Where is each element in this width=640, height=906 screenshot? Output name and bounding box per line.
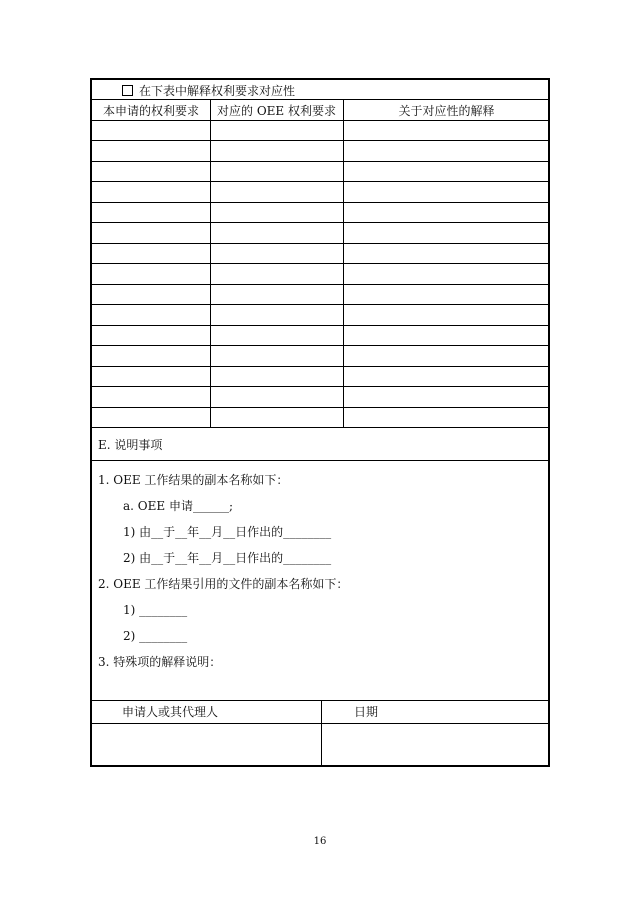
note-item-1a: a. OEE 申请______; xyxy=(123,499,233,513)
table-cell[interactable] xyxy=(210,162,343,181)
table-cell[interactable] xyxy=(92,408,210,427)
table-cell[interactable] xyxy=(343,162,550,181)
note-item-1a-2: 2) 由__于__年__月__日作出的________ xyxy=(123,551,332,565)
table-cell[interactable] xyxy=(210,244,343,263)
section-e-title: E. 说明事项 xyxy=(98,438,163,452)
table-cell[interactable] xyxy=(210,346,343,365)
table-cell[interactable] xyxy=(210,182,343,201)
header-oee-claims: 对应的 OEE 权利要求 xyxy=(217,104,336,118)
table-cell[interactable] xyxy=(343,244,550,263)
divider xyxy=(92,460,548,461)
table-cell[interactable] xyxy=(343,326,550,345)
table-cell[interactable] xyxy=(92,264,210,283)
date-field[interactable] xyxy=(322,724,550,767)
date-label: 日期 xyxy=(354,705,379,719)
table-cell[interactable] xyxy=(92,387,210,406)
application-form xyxy=(90,78,550,767)
note-item-1: 1. OEE 工作结果的副本名称如下： xyxy=(98,473,289,487)
column-divider xyxy=(210,99,211,427)
note-item-2-1: 1) ________ xyxy=(123,603,188,617)
header-own-claims: 本申请的权利要求 xyxy=(102,104,199,118)
table-cell[interactable] xyxy=(92,182,210,201)
page-number: 16 xyxy=(313,836,327,847)
table-cell[interactable] xyxy=(343,367,550,386)
note-item-1a-1: 1) 由__于__年__月__日作出的________ xyxy=(123,525,332,539)
table-cell[interactable] xyxy=(343,182,550,201)
table-cell[interactable] xyxy=(92,203,210,222)
divider xyxy=(92,427,548,428)
table-cell[interactable] xyxy=(92,285,210,304)
column-divider xyxy=(343,99,344,427)
table-cell[interactable] xyxy=(92,346,210,365)
table-cell[interactable] xyxy=(92,141,210,160)
divider xyxy=(92,99,548,100)
table-cell[interactable] xyxy=(343,408,550,427)
table-cell[interactable] xyxy=(210,264,343,283)
table-cell[interactable] xyxy=(210,408,343,427)
claims-checkbox-row xyxy=(122,83,295,99)
applicant-label: 申请人或其代理人 xyxy=(122,705,219,719)
table-cell[interactable] xyxy=(210,387,343,406)
table-cell[interactable] xyxy=(343,387,550,406)
note-item-2: 2. OEE 工作结果引用的文件的副本名称如下： xyxy=(98,577,349,591)
table-cell[interactable] xyxy=(343,223,550,242)
divider xyxy=(92,700,548,701)
applicant-signature-field[interactable] xyxy=(92,724,320,767)
table-cell[interactable] xyxy=(210,285,343,304)
table-cell[interactable] xyxy=(343,285,550,304)
note-item-3: 3. 特殊项的解释说明： xyxy=(98,655,222,669)
table-cell[interactable] xyxy=(210,141,343,160)
table-cell[interactable] xyxy=(343,346,550,365)
table-cell[interactable] xyxy=(92,223,210,242)
table-cell[interactable] xyxy=(92,244,210,263)
table-cell[interactable] xyxy=(210,121,343,140)
table-cell[interactable] xyxy=(210,326,343,345)
table-cell[interactable] xyxy=(92,305,210,324)
table-cell[interactable] xyxy=(343,203,550,222)
claims-checkbox[interactable] xyxy=(122,85,133,96)
table-cell[interactable] xyxy=(210,367,343,386)
table-cell[interactable] xyxy=(92,326,210,345)
table-cell[interactable] xyxy=(210,223,343,242)
table-cell[interactable] xyxy=(343,305,550,324)
claims-checkbox-label: 在下表中解释权利要求对应性 xyxy=(139,84,296,98)
table-cell[interactable] xyxy=(92,121,210,140)
table-cell[interactable] xyxy=(210,203,343,222)
table-cell[interactable] xyxy=(343,121,550,140)
table-cell[interactable] xyxy=(343,141,550,160)
note-item-2-2: 2) ________ xyxy=(123,629,188,643)
table-cell[interactable] xyxy=(343,264,550,283)
table-cell[interactable] xyxy=(92,162,210,181)
header-explanation: 关于对应性的解释 xyxy=(398,104,495,118)
table-cell[interactable] xyxy=(210,305,343,324)
table-cell[interactable] xyxy=(92,367,210,386)
